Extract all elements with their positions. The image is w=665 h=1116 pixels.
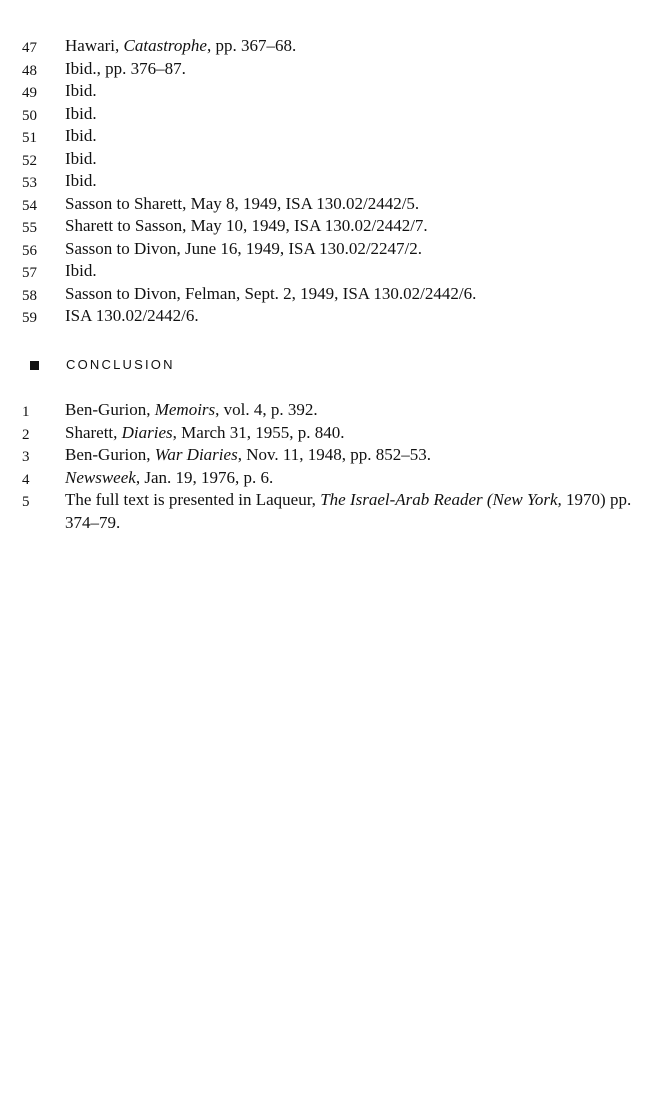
- note-text: Ibid.: [65, 171, 97, 190]
- note-number: 53: [22, 175, 37, 191]
- note-number: 58: [22, 287, 37, 304]
- note-text: Ibid.: [65, 148, 97, 168]
- note-number: 3: [22, 449, 30, 465]
- note-number: 56: [22, 242, 37, 259]
- note-number: 48: [22, 62, 37, 79]
- note-item: [0, 422, 665, 445]
- note-item: [0, 148, 665, 171]
- note-item: [0, 193, 665, 216]
- note-title-italic: The Israel-Arab Reader (New York,: [320, 490, 562, 509]
- note-text: Ibid.: [65, 103, 97, 123]
- note-title-italic: Diaries: [121, 422, 173, 442]
- note-item: [0, 283, 665, 306]
- note-number: 54: [22, 197, 37, 214]
- note-text: Sharett to Sasson, May 10, 1949, ISA 130.02/2442/7.: [65, 216, 428, 235]
- note-text: Hawari, Catastrophe, pp. 367–68.: [65, 36, 297, 55]
- note-number: 51: [22, 130, 37, 146]
- note-number: 59: [22, 310, 37, 326]
- note-item: [0, 467, 665, 490]
- note-item: [0, 444, 665, 467]
- note-text: Ibid.: [65, 81, 97, 100]
- note-text: Ben-Gurion, Memoirs, vol. 4, p. 392.: [65, 400, 318, 419]
- note-item: [0, 215, 665, 238]
- note-item: [0, 238, 665, 261]
- note-text: Sharett, Diaries, March 31, 1955, p. 840.: [65, 422, 345, 442]
- section-heading: [0, 352, 665, 378]
- note-text: Sasson to Divon, Felman, Sept. 2, 1949, ISA 130.02/2442/6.: [65, 283, 477, 303]
- note-text: Ben-Gurion, War Diaries, Nov. 11, 1948, pp. 852–53.: [65, 445, 431, 464]
- note-number: 49: [22, 85, 37, 101]
- note-item: [0, 260, 665, 283]
- note-text: ISA 130.02/2442/6.: [65, 306, 199, 325]
- square-bullet-icon: [30, 361, 39, 370]
- notes-list-conclusion: [0, 399, 665, 534]
- note-title-italic: Newsweek: [65, 467, 136, 487]
- note-text: Ibid.: [65, 261, 97, 280]
- note-number: 47: [22, 40, 37, 56]
- section-title: CONCLUSION: [66, 357, 175, 372]
- note-item: [0, 489, 665, 534]
- note-number: 1: [22, 404, 30, 420]
- note-number: 5: [22, 494, 30, 510]
- note-item: [0, 58, 665, 81]
- note-text: Ibid.: [65, 126, 97, 145]
- note-number: 2: [22, 426, 30, 443]
- note-number: 52: [22, 152, 37, 169]
- note-number: 55: [22, 220, 37, 236]
- note-item: [0, 305, 665, 328]
- note-text: Sasson to Divon, June 16, 1949, ISA 130.02/2247/2.: [65, 238, 423, 258]
- note-title-italic: Memoirs: [154, 400, 216, 419]
- note-text: Newsweek, Jan. 19, 1976, p. 6.: [65, 467, 274, 487]
- note-item: [0, 103, 665, 126]
- notes-list-chapter: [0, 35, 665, 328]
- note-number: 4: [22, 471, 30, 488]
- note-item: [0, 170, 665, 193]
- note-item: [0, 125, 665, 148]
- note-text: The full text is presented in Laqueur, The Israel-Arab Reader (New York, 1970) pp. 374–79.: [65, 490, 632, 532]
- note-title-italic: Catastrophe: [123, 36, 207, 55]
- note-text: Ibid., pp. 376–87.: [65, 58, 186, 78]
- note-title-italic: War Diaries: [154, 445, 238, 464]
- note-item: [0, 35, 665, 58]
- note-number: 57: [22, 265, 37, 281]
- note-text: Sasson to Sharett, May 8, 1949, ISA 130.02/2442/5.: [65, 193, 420, 213]
- note-item: [0, 80, 665, 103]
- note-item: [0, 399, 665, 422]
- note-number: 50: [22, 107, 37, 124]
